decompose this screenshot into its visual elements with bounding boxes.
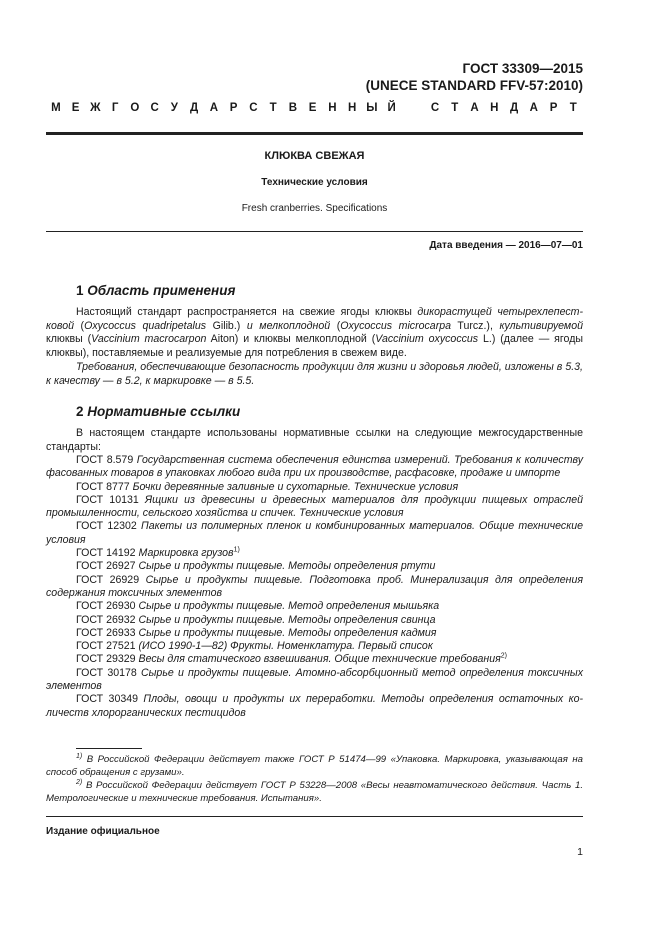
footnote-mark: 1): [76, 752, 83, 760]
reference-title: Плоды, овощи и продукты их переработки. Методы определения остаточных количеств хлорорганических пестицидов: [46, 693, 583, 719]
banner-letter: Е: [308, 102, 317, 114]
footnote-text: В Российской Федерации действует ГОСТ Р 53228—2008 «Весы неавтоматического действия. Часть 1. Метрологические и технические требования. Испытания».: [46, 780, 583, 804]
reference-item: [46, 574, 583, 601]
header-rule: [46, 132, 583, 135]
footnote-rule: [76, 748, 142, 749]
reference-item: [46, 693, 583, 720]
banner-letter: Т: [269, 102, 277, 114]
banner-letter: Н: [328, 102, 337, 114]
reference-code: ГОСТ 27521: [76, 640, 136, 653]
banner-letter: С: [249, 102, 258, 114]
reference-item: [46, 481, 583, 494]
banner-letter: Д: [190, 102, 199, 114]
reference-title: Государственная система обеспечения единства измерений. Требования к количеству фасованных товаров в упаковках любого вида при их производстве, расфасовке, продаже и импорте: [46, 454, 583, 480]
document-subtitle: Технические условия: [261, 177, 368, 188]
reference-item: [46, 560, 583, 573]
reference-code: ГОСТ 26927: [76, 560, 136, 573]
reference-title: Сырье и продукты пищевые. Методы определения свинца: [135, 613, 436, 626]
banner-letter: М: [51, 102, 61, 114]
standard-number: ГОСТ 33309—2015: [462, 61, 583, 76]
banner-letter: О: [130, 102, 140, 114]
reference-code: ГОСТ 14192: [76, 547, 136, 560]
reference-code: ГОСТ 26932: [76, 613, 136, 626]
banner-letter: Т: [569, 102, 577, 114]
reference-title: Весы для статического взвешивания. Общие технические требования: [135, 653, 501, 666]
banner-letter: Д: [509, 102, 519, 114]
banner-letter: А: [470, 102, 479, 114]
unece-reference: (UNECE STANDARD FFV-57:2010): [365, 78, 583, 93]
footer-rule: [46, 816, 583, 817]
banner-letter: Н: [347, 102, 357, 114]
section-1-paragraph-2: Требования, обеспечивающие безопасность продукции для жизни и здоровья людей, изложены в 5.3, к качеству — в 5.2, к маркировке — в 5.5.: [46, 361, 583, 387]
banner-letter: Р: [229, 102, 238, 114]
reference-title: Ящики из древесины и древесных материалов для продукции пищевых отраслей промышленности, сельского хозяйства и спичек. Технические условия: [46, 493, 583, 520]
banner-letter: С: [150, 102, 159, 114]
reference-title: Бочки деревянные заливные и сухотарные. Технические условия: [129, 480, 459, 493]
footnote-marker[interactable]: 2): [500, 652, 507, 660]
footnotes: [46, 753, 583, 805]
footnote-item: [46, 753, 583, 779]
reference-code: ГОСТ 26933: [76, 626, 136, 639]
banner-letter: А: [209, 102, 219, 114]
interstate-standard-banner: [46, 102, 583, 114]
banner-letter: У: [170, 102, 178, 114]
reference-code: ГОСТ 8777: [76, 480, 130, 493]
section-2-intro: В настоящем стандарте использованы нормативные ссылки на следующие межгосударственные стандарты:: [46, 427, 583, 453]
title-rule: [46, 231, 583, 232]
normative-references-list: [46, 454, 583, 720]
official-edition-label: Издание официальное: [46, 826, 160, 837]
banner-letter: Ы: [366, 102, 378, 114]
banner-gap: [402, 102, 426, 114]
banner-letter: А: [529, 102, 538, 114]
reference-item: [46, 494, 583, 521]
reference-item: [46, 627, 583, 640]
reference-code: ГОСТ 26929: [76, 573, 140, 586]
reference-title: Сырье и продукты пищевые. Методы определения ртути: [135, 560, 436, 573]
banner-letter: Р: [549, 102, 558, 114]
banner-letter: Ж: [90, 102, 101, 114]
reference-code: ГОСТ 12302: [76, 520, 137, 533]
reference-item: [46, 454, 583, 481]
document-title-english: Fresh cranberries. Specifications: [241, 203, 388, 214]
banner-letter: Т: [451, 102, 459, 114]
reference-item: [46, 653, 583, 666]
footnote-text: В Российской Федерации действует также ГОСТ Р 51474—99 «Упаковка. Маркировка, указывающая на способ обращения с грузами».: [46, 754, 583, 778]
reference-title: Сырье и продукты пищевые. Методы определения кадмия: [135, 626, 437, 639]
banner-letter: Г: [111, 102, 119, 114]
reference-code: ГОСТ 29329: [76, 653, 136, 666]
reference-title: (ИСО 1990-1—82) Фрукты. Номенклатура. Первый список: [135, 640, 433, 653]
page-number: 1: [577, 846, 583, 858]
footnote-mark: 2): [76, 778, 83, 786]
reference-item: [46, 667, 583, 694]
reference-title: Маркировка грузов: [135, 547, 234, 560]
reference-item: [46, 600, 583, 613]
reference-item: [46, 640, 583, 653]
banner-letter: Е: [71, 102, 80, 114]
reference-item: [46, 520, 583, 547]
reference-title: Пакеты из полимерных пленок и комбинированных материалов. Общие технические условия: [46, 520, 583, 546]
reference-code: ГОСТ 8.579: [76, 454, 134, 466]
footnote-marker[interactable]: 1): [233, 546, 240, 554]
introduction-date: Дата введения — 2016—07—01: [429, 240, 583, 251]
banner-letter: В: [288, 102, 298, 114]
section-1-paragraph-1: Настоящий стандарт распространяется на свежие ягоды клюквы дикорастущей четырехлепестковой (Oxycoccus quadripetalus Gilib.) и мелкоплодной (Oxycoccus microcarpa Turcz.), культивируемой клюквы (Vaccinium macrocarpon Aiton) и клюквы мелкоплодной (Vaccinium oxycoccus L.) (далее — ягоды клюквы), поставляемые и реализуемые для потребления в свежем виде.: [46, 306, 583, 359]
footnote-item: [46, 779, 583, 805]
reference-title: Сырье и продукты пищевые. Метод определения мышьяка: [135, 600, 440, 613]
banner-letter: С: [430, 102, 440, 114]
reference-item: [46, 547, 583, 560]
document-title: КЛЮКВА СВЕЖАЯ: [264, 150, 365, 162]
reference-code: ГОСТ 30349: [76, 693, 139, 706]
reference-item: [46, 614, 583, 627]
banner-letter: Н: [490, 102, 499, 114]
reference-code: ГОСТ 26930: [76, 600, 136, 613]
section-1-heading: 1 Область применения: [76, 283, 236, 298]
banner-letter: Й: [387, 102, 396, 114]
standard-header: [366, 60, 583, 94]
reference-code: ГОСТ 30178: [76, 666, 137, 679]
reference-title: Сырье и продукты пищевые. Подготовка проб. Минерализация для определения содержания токсичных элементов: [46, 573, 583, 599]
reference-title: Сырье и продукты пищевые. Атомно-абсорбционный метод определения токсичных элементов: [46, 666, 583, 693]
reference-code: ГОСТ 10131: [76, 493, 139, 506]
section-2-heading: 2 Нормативные ссылки: [76, 404, 241, 419]
